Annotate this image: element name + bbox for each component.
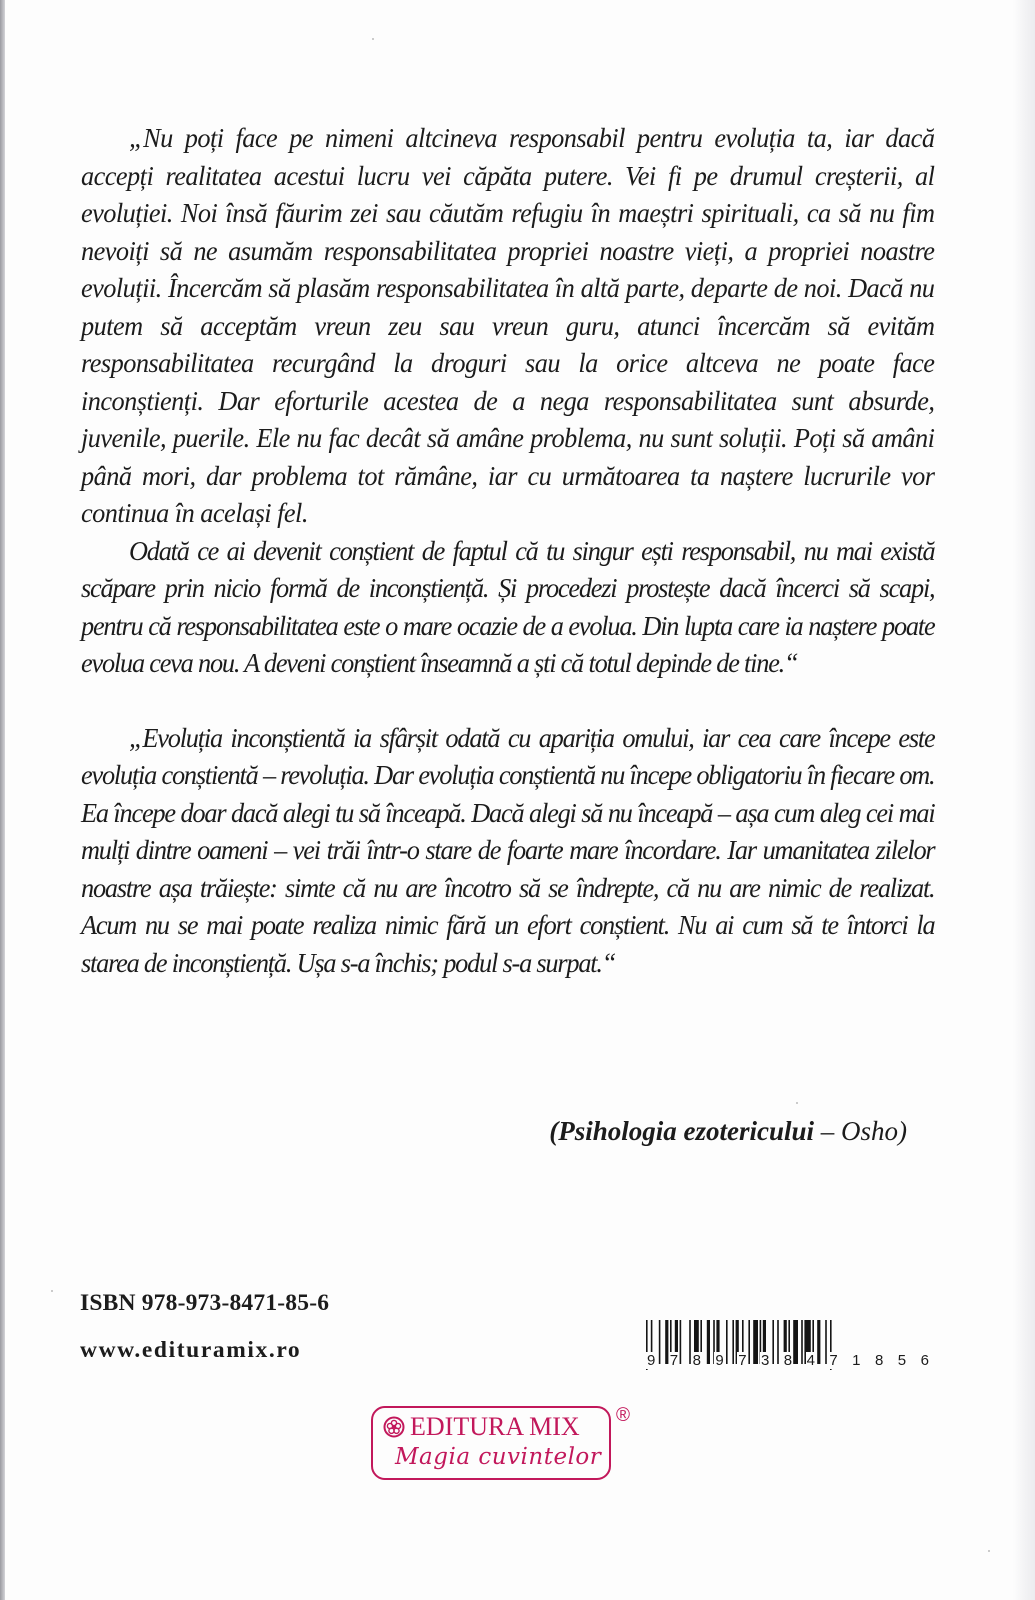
attribution-author: Osho (840, 1116, 898, 1146)
quote-attribution (549, 1116, 907, 1147)
quote-1-paragraph-2: Odată ce ai devenit conștient de faptul că tu singur ești responsabil, nu mai există scăpare prin nicio formă de inconștiență. Și procedezi prostește dacă încerci să scapi, pentru că responsabilitatea este o mare ocazie de a evolua. Din lupta care ia naștere poate evolua ceva nou. A deveni conștient înseamnă a ști că totul depinde de tine.“ (81, 535, 935, 678)
publisher-website: www.edituramix.ro (80, 1337, 302, 1363)
barcode-digit: 1 (852, 1352, 861, 1369)
barcode-digit: 8 (692, 1352, 701, 1369)
attribution-book-title: Psihologia ezotericului (558, 1116, 814, 1146)
barcode-digit: 3 (760, 1352, 770, 1369)
barcode-digit: 5 (897, 1352, 907, 1369)
quote-2-paragraph-1: „Evoluția inconștientă ia sfârșit odată cu apariția omului, iar cea care începe este evoluția conștientă – revoluția. Dar evoluția conștientă nu începe obligatoriu în fiecare om. Ea începe doar dacă alegi tu să înceapă. Dacă alegi să nu înceapă – așa cum aleg cei mai mulți dintre oameni – vei trăi într-o stare de foarte mare încordare. Iar umanitatea zilelor noastre așa trăiește: simte că nu are încotro să se îndrepte, că nu are nimic de realizat. Acum nu se mai poate realiza nimic fără un efort conștient. Nu ai cum să te întorci la starea de inconștiență. Ușa s-a închis; podul s-a surpat.“ (81, 722, 935, 978)
attribution-separator: – (813, 1116, 841, 1146)
publisher-name: EDITURA MIX (410, 1412, 580, 1441)
registered-trademark-mark: ® (616, 1405, 630, 1426)
barcode-digit: 7 (829, 1352, 838, 1369)
attribution-open-paren: ( (549, 1116, 559, 1146)
attribution-close-paren: ) (898, 1116, 907, 1146)
barcode-digit: 8 (874, 1352, 884, 1369)
barcode-digit: 4 (806, 1352, 815, 1369)
isbn-label: ISBN 978-973-8471-85-6 (80, 1290, 330, 1316)
publisher-logo (371, 1406, 611, 1480)
barcode-digit: 6 (920, 1352, 929, 1369)
page-right-edge (1013, 0, 1035, 1600)
back-cover-text (81, 120, 934, 982)
barcode-digit: 9 (715, 1352, 724, 1369)
page-left-edge (0, 0, 5, 1600)
flower-emblem-icon (383, 1416, 405, 1438)
barcode-digit: 9 (647, 1352, 656, 1369)
barcode-digit: 8 (783, 1352, 793, 1369)
quote-1-paragraph-1: „Nu poți face pe nimeni altcineva responsabil pentru evoluția ta, iar dacă accepți realitatea acestui lucru vei căpăta putere. Vei fi pe drumul creșterii, al evoluției. Noi însă făurim zei sau căutăm refugiu în maeștri spirituali, ca să nu fim nevoiți să ne asumăm responsabilitatea propriei noastre vieți, a propriei noastre evoluții. Încercăm să plasăm responsabilitatea în altă parte, departe de noi. Dacă nu putem să acceptăm vreun zeu sau vreun guru, atunci încercăm să evităm responsabilitatea recurgând la droguri sau la orice altceva ne poate face inconștienți. Dar eforturile acestea de a nega responsabilitatea sunt absurde, juvenile, puerile. Ele nu fac decât să amâne problema, nu sunt soluții. Poți să amâni până mori, dar problema tot rămâne, iar cu următoarea ta naștere lucrurile vor continua în același fel. (81, 123, 935, 528)
barcode-digits (646, 1352, 930, 1369)
barcode-digit: 7 (738, 1352, 747, 1369)
barcode-digit: 7 (669, 1352, 679, 1369)
publisher-tagline: Magia cuvintelor (395, 1444, 602, 1470)
